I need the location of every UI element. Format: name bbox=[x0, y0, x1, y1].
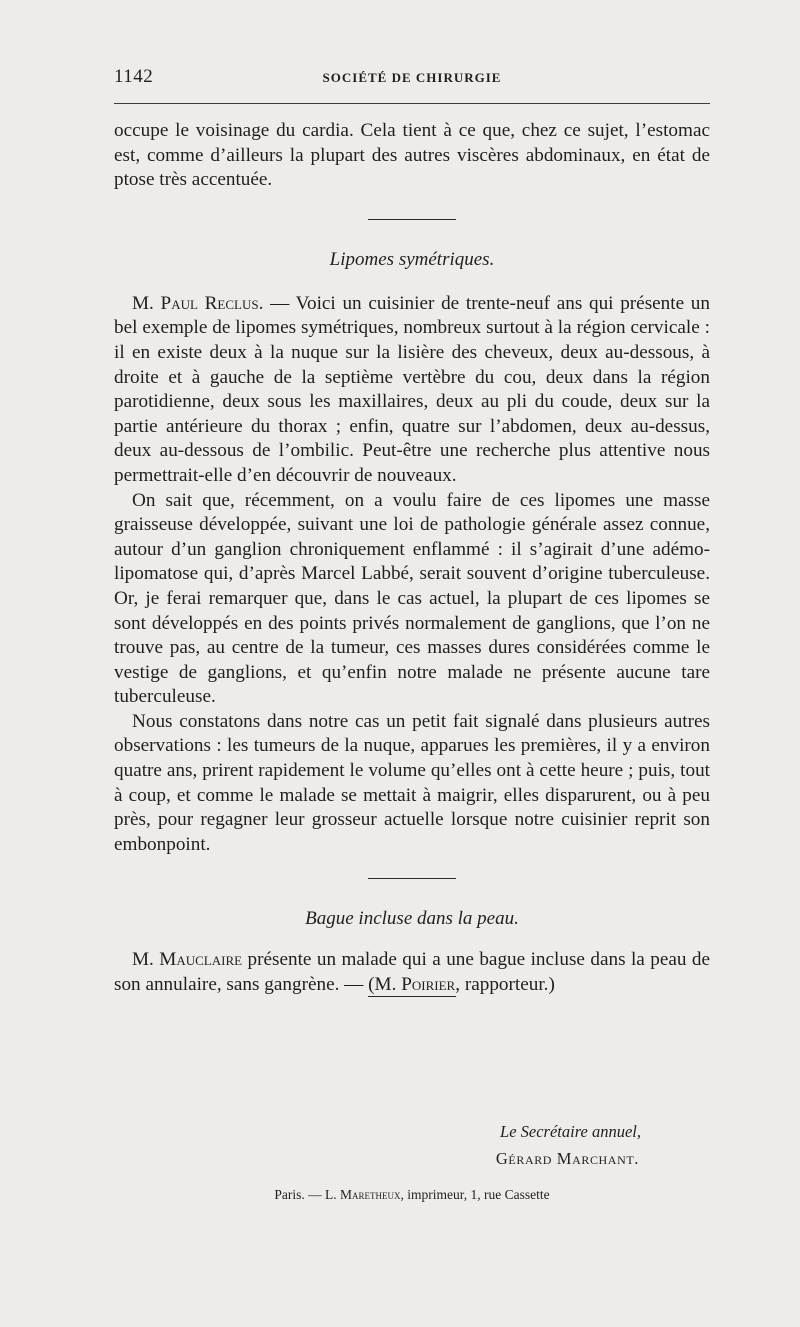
page-header bbox=[114, 66, 710, 90]
running-title: SOCIÉTÉ DE CHIRURGIE bbox=[322, 70, 502, 85]
paragraph-mauclaire bbox=[114, 948, 710, 997]
header-rule bbox=[114, 103, 710, 104]
section-heading-lipomes: Lipomes symétriques. bbox=[329, 248, 495, 270]
imprint-text: , imprimeur, 1, rue Cassette bbox=[400, 1187, 550, 1202]
section-divider bbox=[368, 219, 456, 220]
text-run: M. bbox=[132, 949, 160, 971]
speaker-name: Mauclaire bbox=[159, 949, 243, 971]
page-body bbox=[114, 119, 710, 997]
speaker-name: M. Paul Reclus. bbox=[132, 292, 264, 314]
signature-name: Gérard Marchant. bbox=[495, 1149, 639, 1168]
paragraph-observation: Nous constatons dans notre cas un petit fait signalé dans plusieurs autres observations : les tumeurs de la nuque, apparues les premières, il y a environ quatre ans, prirent rapidement le volume qu’elles ont à cette heure ; puis, tout à coup, et comme le malade se mettait à maigrir, elles disparurent, ou à peu près, pour regagner leur grosseur actuelle lorsque notre cuisinier reprit son embonpoint. bbox=[114, 710, 710, 855]
section-heading-bague: Bague incluse dans la peau. bbox=[305, 908, 519, 930]
imprint-text: Paris. — L. bbox=[274, 1187, 341, 1202]
text-run: , rapporteur.) bbox=[455, 974, 555, 996]
printer-name: Maretheux bbox=[340, 1187, 401, 1202]
printer-imprint bbox=[114, 1187, 710, 1203]
reporter-name: Poirier bbox=[401, 974, 456, 996]
section-divider bbox=[368, 878, 456, 879]
paragraph-text: — Voici un cuisinier de trente-neuf ans qui présente un bel exemple de lipomes symétriques, nombreux surtout à la région cervicale : il en existe deux à la nuque sur la lisière des cheveux, deux au-dessous, à droite et à gauche de la septième vertèbre du cou, deux dans la région parotidienne, deux sous les maxillaires, deux au pli du coude, deux sur la partie antérieure du thorax ; enfin, quatre sur l’abdomen, deux au-dessus, deux au-dessous de l’ombilic. Peut-être une recherche plus attentive nous permettrait-elle d’en découvrir de nouveaux. bbox=[114, 292, 710, 486]
page-number: 1142 bbox=[114, 66, 154, 87]
text-run: présente un malade qui a une bague incluse dans la peau de son annulaire, sans gangrène. — (M. bbox=[114, 949, 711, 996]
signature-title: Le Secrétaire annuel, bbox=[500, 1122, 641, 1141]
paragraph-adenolipomatose: On sait que, récemment, on a voulu faire de ces lipomes une masse graisseuse développée, suivant une loi de pathologie générale assez connue, autour d’un ganglion chroniquement enflammé : il s’agirait d’une adémo-lipomatose qui, d’après Marcel Labbé, serait souvent d’origine tuberculeuse. Or, je ferai remarquer que, dans le cas actuel, la plupart de ces lipomes se sont développés en des points privés normalement de ganglions, que l’on ne trouve pas, au centre de la tumeur, ces masses dures considérées comme le vestige de ganglions, et qu’enfin notre malade ne présente aucune tare tuberculeuse. bbox=[114, 489, 710, 708]
paragraph-reclus bbox=[114, 292, 710, 489]
paragraph-continuation: occupe le voisinage du cardia. Cela tient à ce que, chez ce sujet, l’estomac est, comme d’ailleurs la plupart des autres viscères abdominaux, en état de ptose très accentuée. bbox=[114, 120, 710, 191]
